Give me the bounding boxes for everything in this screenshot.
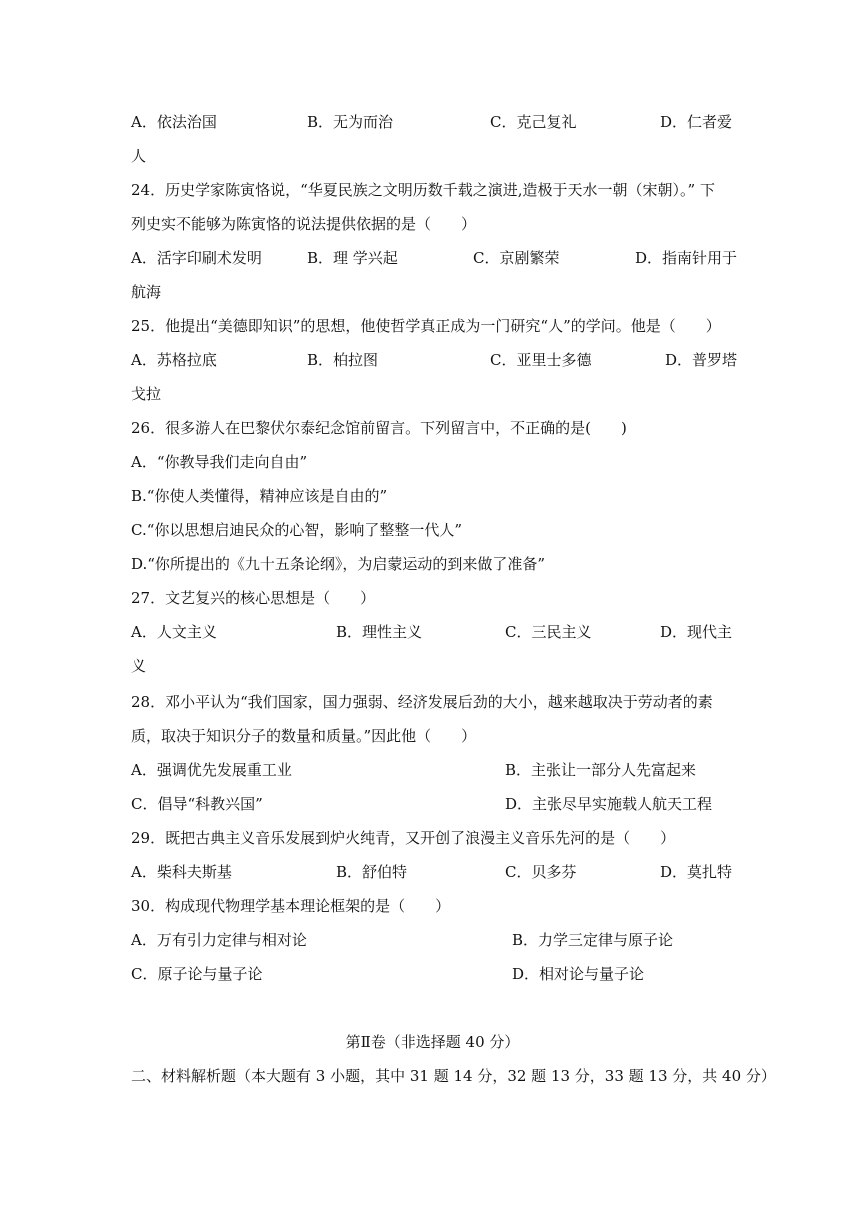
q29-option-c: C．贝多芬 xyxy=(505,863,577,881)
q24-option-d: D．指南针用于 xyxy=(635,249,738,267)
q25-option-a: A．苏格拉底 xyxy=(131,351,217,369)
q29-stem-line1: 29．既把古典主义音乐发展到炉火纯青，又开创了浪漫主义音乐先河的是（ ） xyxy=(131,829,676,847)
q30-option-d: D．相对论与量子论 xyxy=(512,965,645,983)
section2-heading: 二、材料解析题（本大题有 3 小题，其中 31 题 14 分，32 题 13 分，33 题 13 分，共 40 分） xyxy=(131,1067,776,1085)
q23-option-b: B．无为而治 xyxy=(307,113,394,131)
q26-option-a: A．“你教导我们走向自由” xyxy=(131,453,308,471)
q25-option-d: D．普罗塔 xyxy=(665,351,738,369)
q27-stem-line1: 27．文艺复兴的核心思想是（ ） xyxy=(131,589,376,607)
q28-option-c: C．倡导“科教兴国” xyxy=(131,795,263,813)
q27-option-d-wrap: 义 xyxy=(131,657,147,675)
q26-option-d: D.“你所提出的《九十五条论纲》，为启蒙运动的到来做了准备” xyxy=(131,555,546,573)
q30-option-a: A．万有引力定律与相对论 xyxy=(131,931,307,949)
q30-stem-line1: 30．构成现代物理学基本理论框架的是（ ） xyxy=(131,897,451,915)
q24-stem-line2: 列史实不能够为陈寅恪的说法提供依据的是（ ） xyxy=(131,215,477,233)
q30-option-c: C．原子论与量子论 xyxy=(131,965,263,983)
q28-option-a: A．强调优先发展重工业 xyxy=(131,761,292,779)
q24-option-c: C．京剧繁荣 xyxy=(473,249,560,267)
q26-option-c: C.“你以思想启迪民众的心智，影响了整整一代人” xyxy=(131,521,463,539)
q24-option-b: B．理 学兴起 xyxy=(307,249,398,267)
q29-option-a: A．柴科夫斯基 xyxy=(131,863,232,881)
q23-option-d: D．仁者爱 xyxy=(660,113,733,131)
q28-option-b: B．主张让一部分人先富起来 xyxy=(505,761,697,779)
q29-option-b: B．舒伯特 xyxy=(336,863,408,881)
q23-option-d-wrap: 人 xyxy=(131,147,147,165)
q27-option-d: D．现代主 xyxy=(660,623,733,641)
q24-option-d-wrap: 航海 xyxy=(131,283,162,301)
q25-stem-line1: 25．他提出“美德即知识”的思想，他使哲学真正成为一门研究“人”的学问。他是（ ） xyxy=(131,317,721,335)
q25-option-c: C．亚里士多德 xyxy=(490,351,592,369)
q27-option-c: C．三民主义 xyxy=(505,623,592,641)
q26-stem-line1: 26．很多游人在巴黎伏尔泰纪念馆前留言。下列留言中，不正确的是( ) xyxy=(131,419,627,437)
q28-option-d: D．主张尽早实施载人航天工程 xyxy=(505,795,713,813)
q26-option-b: B.“你使人类懂得，精神应该是自由的” xyxy=(131,487,388,505)
q24-stem-line1: 24．历史学家陈寅恪说，“华夏民族之文明历数千载之演进,造极于天水一朝（宋朝）。” 下 xyxy=(131,181,715,199)
q28-stem-line2: 质，取决于知识分子的数量和质量。”因此他（ ） xyxy=(131,727,477,745)
q28-stem-line1: 28．邓小平认为“我们国家，国力强弱、经济发展后劲的大小，越来越取决于劳动者的素 xyxy=(131,693,713,711)
q23-option-a: A．依法治国 xyxy=(131,113,217,131)
q23-option-c: C．克己复礼 xyxy=(490,113,577,131)
q25-option-d-wrap: 戈拉 xyxy=(131,385,162,403)
q24-option-a: A．活字印刷术发明 xyxy=(131,249,262,267)
q29-option-d: D．莫扎特 xyxy=(660,863,733,881)
q25-option-b: B．柏拉图 xyxy=(307,351,379,369)
q30-option-b: B．力学三定律与原子论 xyxy=(512,931,674,949)
section2-title: 第Ⅱ卷（非选择题 40 分） xyxy=(345,1033,520,1051)
q27-option-b: B．理性主义 xyxy=(336,623,423,641)
q27-option-a: A．人文主义 xyxy=(131,623,217,641)
